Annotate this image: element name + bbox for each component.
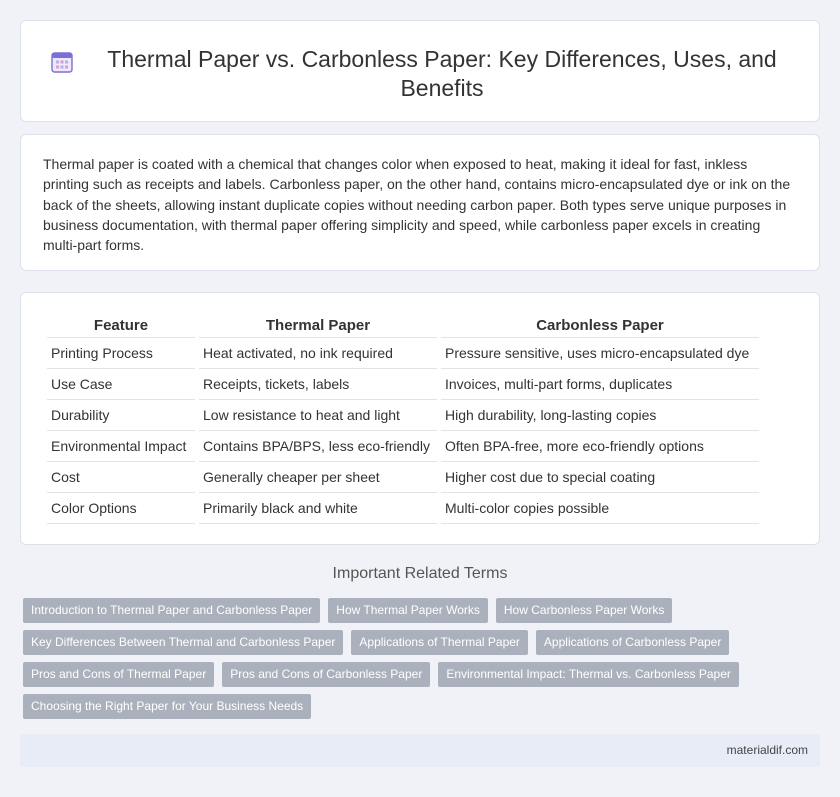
page-title: Thermal Paper vs. Carbonless Paper: Key Differences, Uses, and Benefits xyxy=(107,46,777,101)
intro-paragraph: Thermal paper is coated with a chemical that changes color when exposed to heat, making it ideal for fast, inkless printing such as receipts and labels. Carbonless paper, on the other hand, contains micro-encapsulated dye or ink on the back of the sheets, allowing instant duplicate copies without needing carbon paper. Both types serve unique purposes in business documentation, with thermal paper offering simplicity and speed, while carbonless paper excels in creating multi-part forms. xyxy=(43,156,791,254)
table-cell: Environmental Impact xyxy=(47,431,195,462)
table-cell: Contains BPA/BPS, less eco-friendly xyxy=(199,431,437,462)
footer-site-name: materialdif.com xyxy=(726,743,808,757)
table-cell: Often BPA-free, more eco-friendly options xyxy=(441,431,759,462)
table-cell: High durability, long-lasting copies xyxy=(441,400,759,431)
related-terms-list xyxy=(23,598,823,726)
table-cell: Multi-color copies possible xyxy=(441,493,759,524)
table-cell: Pressure sensitive, uses micro-encapsulated dye xyxy=(441,338,759,369)
related-term-tag[interactable]: Key Differences Between Thermal and Carbonless Paper xyxy=(23,630,343,655)
table-cell: Invoices, multi-part forms, duplicates xyxy=(441,369,759,400)
comparison-table xyxy=(43,315,763,524)
table-row xyxy=(47,462,759,493)
title-wrap xyxy=(21,21,819,103)
footer xyxy=(20,734,820,767)
table-cell: Primarily black and white xyxy=(199,493,437,524)
table-row xyxy=(47,400,759,431)
table-header-row xyxy=(47,315,759,338)
related-term-tag[interactable]: Pros and Cons of Thermal Paper xyxy=(23,662,214,687)
table-cell: Color Options xyxy=(47,493,195,524)
related-term-tag[interactable]: Applications of Thermal Paper xyxy=(351,630,528,655)
related-term-tag[interactable]: Choosing the Right Paper for Your Business Needs xyxy=(23,694,311,719)
title-card xyxy=(20,20,820,122)
table-cell: Low resistance to heat and light xyxy=(199,400,437,431)
table-row xyxy=(47,369,759,400)
table-cell: Receipts, tickets, labels xyxy=(199,369,437,400)
table-cell: Printing Process xyxy=(47,338,195,369)
comparison-card xyxy=(20,292,820,545)
header-thermal-paper: Thermal Paper xyxy=(199,315,437,338)
table-cell: Durability xyxy=(47,400,195,431)
related-term-tag[interactable]: How Carbonless Paper Works xyxy=(496,598,673,623)
table-cell: Use Case xyxy=(47,369,195,400)
header-feature: Feature xyxy=(47,315,195,338)
table-row xyxy=(47,431,759,462)
related-term-tag[interactable]: Environmental Impact: Thermal vs. Carbonless Paper xyxy=(438,662,739,687)
table-cell: Higher cost due to special coating xyxy=(441,462,759,493)
table-row xyxy=(47,493,759,524)
calendar-grid-icon xyxy=(51,51,73,73)
related-term-tag[interactable]: Introduction to Thermal Paper and Carbonless Paper xyxy=(23,598,320,623)
table-cell: Cost xyxy=(47,462,195,493)
table-cell: Heat activated, no ink required xyxy=(199,338,437,369)
related-term-tag[interactable]: Applications of Carbonless Paper xyxy=(536,630,729,655)
intro-card xyxy=(20,134,820,271)
table-cell: Generally cheaper per sheet xyxy=(199,462,437,493)
related-terms-heading: Important Related Terms xyxy=(332,565,508,582)
related-term-tag[interactable]: How Thermal Paper Works xyxy=(328,598,488,623)
header-carbonless-paper: Carbonless Paper xyxy=(441,315,759,338)
related-term-tag[interactable]: Pros and Cons of Carbonless Paper xyxy=(222,662,430,687)
table-row xyxy=(47,338,759,369)
